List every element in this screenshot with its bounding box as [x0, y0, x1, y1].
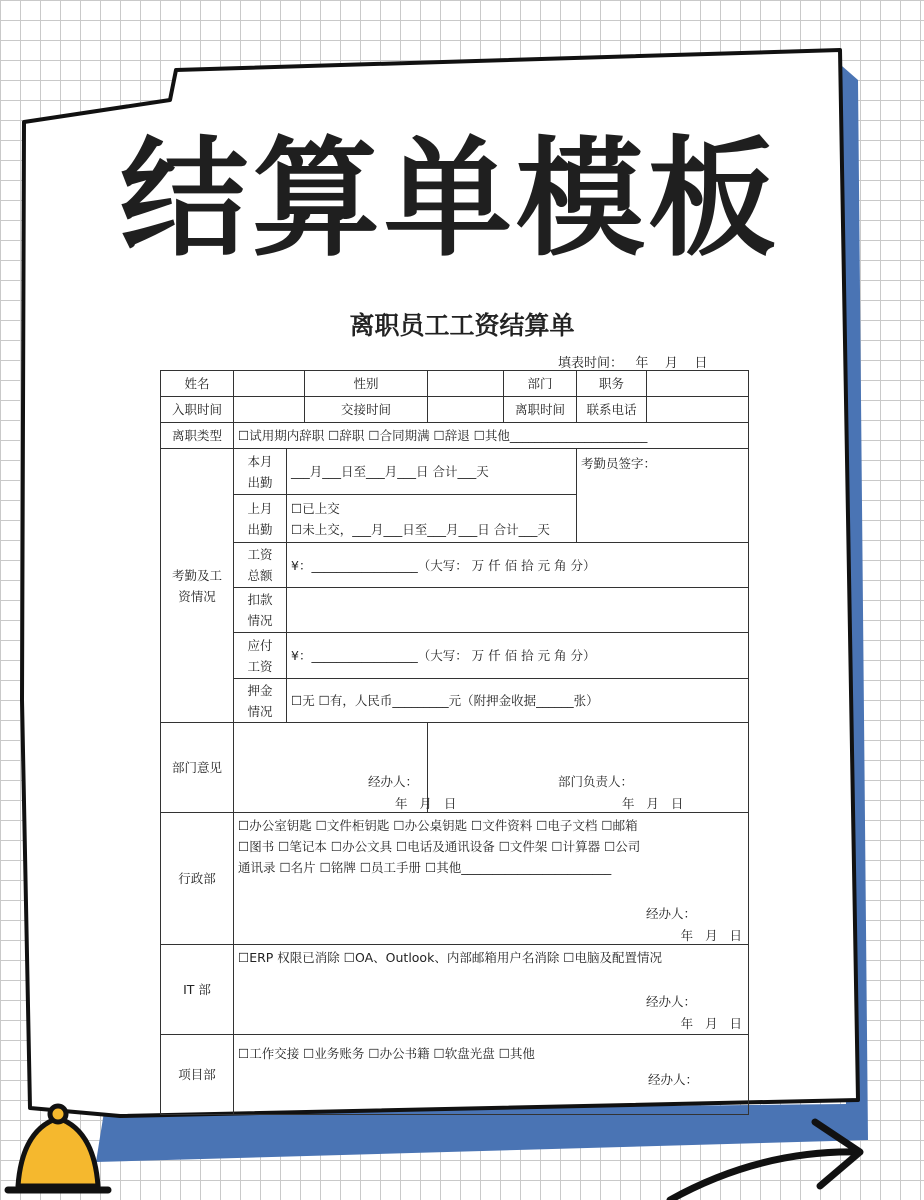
project-field[interactable]: [234, 1035, 749, 1115]
deduction-field[interactable]: [287, 588, 749, 633]
payable-field[interactable]: ¥：_________________（大写： 万 仟 佰 拾 元 角 分）: [287, 633, 749, 679]
attendance-label-line1: 考勤及工: [171, 567, 222, 583]
deduction-label-line1: 扣款: [247, 592, 273, 607]
last-month-label-line2: 出勤: [247, 521, 273, 537]
admin-options-line1[interactable]: ☐办公室钥匙 ☐文件柜钥匙 ☐办公桌钥匙 ☐文件资料 ☐电子文档 ☐邮箱: [238, 818, 638, 833]
it-label: IT 部: [161, 945, 234, 1035]
payable-label-line1: 应付: [247, 637, 273, 653]
admin-options-line3[interactable]: 通讯录 ☐名片 ☐铭牌 ☐员工手册 ☐其他________________________: [238, 860, 612, 875]
leave-type-label: 离职类型: [161, 423, 234, 449]
settlement-form: [160, 370, 750, 1090]
this-month-label: [234, 449, 287, 495]
project-options[interactable]: ☐工作交接 ☐业务账务 ☐办公书籍 ☐软盘光盘 ☐其他: [238, 1046, 535, 1061]
entry-field[interactable]: [234, 397, 305, 423]
table-row: [161, 449, 749, 495]
dept-opinion-right-sign: [432, 725, 744, 811]
phone-label: 联系电话: [577, 397, 647, 423]
last-submitted-option[interactable]: ☐已上交: [291, 500, 340, 516]
deposit-label: [234, 679, 287, 723]
project-content: [238, 1043, 744, 1113]
leave-label: 离职时间: [504, 397, 577, 423]
gender-label: 性别: [305, 371, 428, 397]
dept-opinion-left[interactable]: [234, 723, 457, 813]
position-label: 职务: [577, 371, 647, 397]
last-month-field[interactable]: [287, 495, 577, 543]
dept-label: 部门: [504, 371, 577, 397]
admin-label: 行政部: [161, 813, 234, 945]
bell-icon: [0, 1090, 120, 1200]
leave-type-options[interactable]: ☐试用期内辞职 ☐辞职 ☐合同期满 ☐辞退 ☐其他______________________: [234, 423, 749, 449]
table-row: [161, 397, 749, 423]
it-content: [238, 947, 744, 1033]
table-row: [161, 723, 749, 813]
entry-label: 入职时间: [161, 397, 234, 423]
deduction-label: [234, 588, 287, 633]
admin-date: 年 月 日: [680, 928, 743, 943]
deposit-label-line1: 押金: [247, 682, 273, 698]
last-month-label-line1: 上月: [247, 500, 273, 516]
dept-handler-label: 经办人：: [368, 773, 419, 789]
it-date: 年 月 日: [680, 1016, 743, 1031]
table-row: [161, 423, 749, 449]
total-salary-label-line1: 工资: [247, 547, 273, 562]
attendance-section-label: [161, 449, 234, 723]
clerk-sign-cell[interactable]: [577, 449, 749, 543]
fill-time: 填表时间： 年 月 日: [558, 356, 708, 371]
document-title: 离职员工工资结算单: [349, 311, 575, 340]
this-month-label-line1: 本月: [247, 453, 273, 469]
table-row: [161, 588, 749, 633]
dept-opinion-right[interactable]: [428, 723, 749, 813]
payable-label-line2: 工资: [247, 658, 273, 674]
gender-field[interactable]: [428, 371, 504, 397]
it-field[interactable]: [234, 945, 749, 1035]
dept-handler-date: 年 月 日: [395, 795, 457, 811]
table-row: [161, 543, 749, 588]
admin-field[interactable]: [234, 813, 749, 945]
dept-head-date: 年 月 日: [622, 795, 684, 811]
name-field[interactable]: [234, 371, 305, 397]
dept-opinion-label: 部门意见: [161, 723, 234, 813]
phone-field[interactable]: [647, 397, 749, 423]
deposit-label-line2: 情况: [247, 703, 273, 719]
total-salary-label-line2: 总额: [247, 568, 273, 583]
dept-head-label: 部门负责人：: [558, 773, 634, 789]
table-row: [161, 679, 749, 723]
table-row: [161, 1035, 749, 1115]
it-options[interactable]: ☐ERP 权限已消除 ☐OA、Outlook、内部邮箱用户名消除 ☐电脑及配置情况: [238, 950, 663, 965]
settlement-table: [160, 370, 749, 1115]
position-field[interactable]: [647, 371, 749, 397]
admin-options-line2[interactable]: ☐图书 ☐笔记本 ☐办公文具 ☐电话及通讯设备 ☐文件架 ☐计算器 ☐公司: [238, 839, 641, 854]
it-handler-label: 经办人：: [646, 994, 697, 1009]
total-salary-label: [234, 543, 287, 588]
this-month-label-line2: 出勤: [247, 474, 273, 490]
handover-label: 交接时间: [305, 397, 428, 423]
last-not-submitted-option[interactable]: ☐未上交，___月___日至___月___日 合计___天: [291, 521, 550, 537]
attendance-label-line2: 资情况: [178, 588, 216, 604]
this-month-field[interactable]: ___月___日至___月___日 合计___天: [287, 449, 577, 495]
deduction-label-line2: 情况: [247, 613, 273, 628]
admin-handler-label: 经办人：: [646, 906, 697, 921]
table-row: [161, 371, 749, 397]
project-handler-label: 经办人：: [648, 1072, 699, 1087]
poster-title: 结算单模板: [119, 125, 780, 274]
deposit-field[interactable]: ☐无 ☐有，人民币_________元（附押金收据______张）: [287, 679, 749, 723]
admin-content: [238, 815, 744, 943]
name-label: 姓名: [161, 371, 234, 397]
dept-opinion-left-sign: [238, 725, 457, 811]
table-row: [161, 813, 749, 945]
clerk-sign-label: 考勤员签字：: [581, 456, 657, 471]
total-salary-field[interactable]: ¥：_________________（大写： 万 仟 佰 拾 元 角 分）: [287, 543, 749, 588]
handover-field[interactable]: [428, 397, 504, 423]
payable-label: [234, 633, 287, 679]
last-month-label: [234, 495, 287, 543]
table-row: [161, 633, 749, 679]
table-row: [161, 945, 749, 1035]
project-label: 项目部: [161, 1035, 234, 1115]
